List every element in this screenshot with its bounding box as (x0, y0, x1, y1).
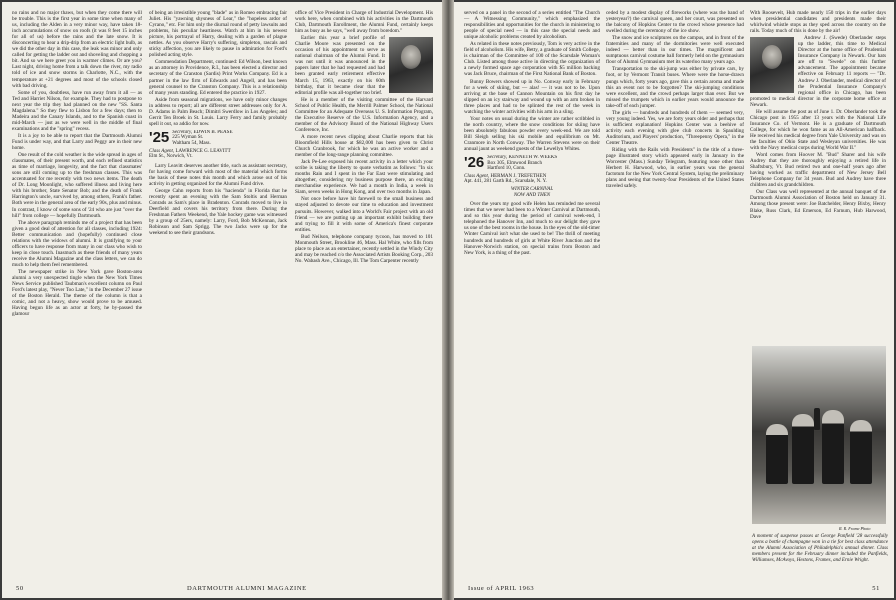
paragraph: The above paragraph reminds me of a project that has been given a good deal of attention for all classes, including 1924: Better communication and (hopefully) continued close relations with the widows of alumni. It is gratifying to your officers to have response from many in our class who wish to keep in close touch. Inasmuch as these friends of many years receive the Alumni Magazine and the class letters, we can do much to help them feel remembered. (12, 219, 142, 268)
paragraph: Riding with the Rails with Presidents" in the title of a three-page illustrated story which appeared early in January in the Worcester (Mass.) Sunday Telegram, featuring none other than Herbert H. Harwood, who, in earlier years was the general factotum for the New York Central System, laying the preliminary plans and seeing that twenty-four Presidents of the United States traveled safely. (606, 147, 744, 190)
agent-name: HERMAN J. TREFETHEN (490, 173, 547, 179)
paragraph: He is a member of the visiting committee of the Harvard School of Public Health, the Merrill Palmer School, the National Committee for an Adequate Overseas U. S. Information Program, the Executive Reserve of the U.S. Information Agency, and a member of the Advisory Board of the National Highway Users Conference, Inc. (295, 96, 433, 133)
paragraph: Earlier this year a brief profile of Charlie Moore was presented on the occasion of his appointment to serve as national chairman of the Alumni Fund. It was not until it was announced in the papers later that he had requested and had been granted early retirement effective March 15, 1963, exactly on his 60th birthday, that it became clear that the editorial profile was all-together too brief. (295, 35, 385, 96)
page-number-right: 51 (872, 585, 880, 592)
secretary-info (464, 155, 600, 172)
section-heading (464, 187, 600, 198)
paragraph: Aside from seasonal migrations, we have only minor changes in address to report; all are different street addresses only for A. D. Adams in Palm Beach; Dimitri Swerdlow in Los Angeles; and Gerrit Ten Broek in St. Louis. Larry Ferry and family probably spell it out, so addio for now. (149, 96, 287, 127)
paragraph: The girls — hundreds and hundreds of them — seemed very, very young indeed. Yes, we are forty years older and perhaps that is sufficient explanation! Hopkins Center was a beehive of activity each evening with glee club concerts in Spaulding Auditorium, and Players' production, "Threepenny Opera," in the Center Theatre. (606, 109, 744, 146)
photo-credit: R. R. Frame Photo (839, 526, 871, 531)
paragraph: no rains and no major thaws, but when they come there will be trouble. This is the first year in some time when many of us, including the Alden in a very minor way, have taken 18-inch accumulations of snow on roofs (it was 8 feet 15 inches for all of us) before the rains and the late snow. It is disconcerting to hear a drip-drip from an electric light bulb, as we did the other day in this case, the leak was minor and only called for getting the ladder out and shoveling and chopping a bit. And so we here greet you in warmer climes. Or are you? Last night, driving home from a talk down the river, my radio told of ice and snow storms in Charlotte, N.C., with the temperature at +21 degrees and most of the schools closed with bad driving. (12, 10, 142, 89)
paragraph: Larry Leavitt deserves another title, such as assistant secretary, for having come forward with most of the material which forms the basis of these notes this month and which arose out of his activity in getting organized for the Alumni Fund drive. (149, 162, 287, 187)
secretary-info (149, 130, 287, 147)
heading-line: NOW AND THEN (513, 192, 551, 198)
paragraph: Andrew J. (Swede) Oberlander steps up the ladder, this time to Medical Director at the home office of Prudential Insurance Company in Newark. Our hats are off to "Swede" on this further advancement. The appointment became effective on February 11 reports — "Dr. Andrew J. Oberlander, medical director of the Prudential Insurance Company's regional office in Chicago, has been promoted to medical director in the corporate home office at Newark. (750, 35, 886, 108)
class-agent-info (464, 174, 600, 185)
champagne-photo (752, 346, 886, 524)
paragraph: As related in these notes previously, Tom is very active in the field of alcoholism. His wife, Betty, a graduate of Smith College, is chairman of the Committee of 100 of the Scarsdale Woman's Club. Listed among those active in directing the organization of a newly formed space age corporation with $5 million backing was Jack Bruce, chairman of the First National Bank of Boston. (464, 41, 600, 78)
secretary-label: Secretary, (487, 155, 508, 161)
issue-date-footer: Issue of APRIL 1963 (468, 585, 535, 592)
agent-label: Class Agent, (149, 148, 175, 154)
paragraph: Over the years my good wife Helen has reminded me several times that we never had been to a Winter Carnival at Dartmouth, and so this year during the period of carnival week-end, I telephoned the Hanover Inn, and much to our delight they gave us one of the best rooms in the house. In the eyes of the old-timer Winter Carnival isn't what she used to be! The thrill of meeting hundreds and hundreds of girls at White River Junction and the Hanover-Norwich station, on special trains from Boston and New York, is a thing of the past. (464, 201, 600, 256)
paragraph: Bunny Bowers showed up in No. Conway early in February for a week of skiing, but — alas! — it was not to be. Upon arriving at the base of Cannon Mountain on his first day he slipped on an icy stairway and wound up with an arm broken in three places and had to be splinted the rest of the week in watching the winter activities with his arm in a sling. (464, 78, 600, 115)
left-column-3 (295, 10, 433, 585)
left-column-1 (12, 10, 142, 318)
paragraph: It is a joy to be able to report that the Dartmouth Alumni Fund is under way, and that Larry and Peggy are in their new home. (12, 132, 142, 152)
paragraph: One result of the cold weather is the wide spread in ages of classmates, of their present worth, and each refined statistics as time of marriage, longevity, and the fact that classmates' sons are still coming up to the freshman classes. This was accentuated for me recently with two news items. The death of Dr. Long Moonlight, who suffered illness and living here with his brother, State Senator Bob; and the death of Frank Harrington's uncle, survived by, among others, Frank's father. Both were in the general area of the early 90s, plus and minus. In contrast, I know of some sons of '24 who are just "over the hill" from college — hopefully Dartmouth. (12, 152, 142, 219)
paragraph: Commendation Department, continued: Ed Wilson, best known as an attorney in Providence, R.I., has been elected a director and secretary of the Cranston (Sardis) Print Works Company. Ed is a partner in the law firm of Edwards and Angell, and has been general counsel to the Cranston Company. This is a relationship of many years standing. Ed entered the practice in 1927. (149, 59, 287, 96)
paragraph: He will assume the post as of June 1. Dr. Oberlander took the Chicago post in 1955 after 13 years with the National Life Insurance Co. of Vermont. He is a graduate of Dartmouth College, for which he won fame as an All-American halfback. He received his medical degree from Yale University and was on the faculties of Ohio State and Wesleyan universities. He was with the Navy medical corps during World War II." (750, 108, 886, 152)
agent-address: Apt. 441, 281 Garth Rd., Scarsdale, N. Y. (464, 179, 547, 185)
paragraph: Some of you, doubtless, have run away from it all — as Ted and Harriet Nilson, for example. They had to postpone to next year the trip they had planned on the new "SS. Santa Magdalena." So they flew to Lisbon for a few days; then to Madeira and the Canary Islands, and to the Spanish coast in mid-March — just as we were well in the middle of final examinations and the "spring" recess. (12, 89, 142, 132)
paragraph: George Cahn reports from his "hacienda" in Florida that he recently spent an evening with the Sam Stoltis and Herman Conrads as Sam's place in Bradenton. Conrads moved to live in Deerfield and covers his territory from there. During the Freshman Fathers Weekend, the Yale hockey game was witnessed by a group of 25ers, namely: Larry, Ford, Bob McKennan, Jack Robinson and Sam Sprigg. The two Jacks were up for the weekend to see their grandsons. (149, 188, 287, 237)
book-gutter (442, 0, 454, 600)
left-page (2, 2, 442, 598)
person-figure (850, 420, 872, 484)
person-figure (766, 424, 788, 484)
agent-name: LAWRENCE G. LEAVITT (175, 148, 231, 154)
secretary-name: KENNETH W. WEEKS (508, 155, 558, 161)
secretary-address: 225 Wyman St. (172, 135, 204, 141)
person-figure (822, 410, 844, 484)
right-page (454, 2, 894, 598)
paragraph: Word comes from Hoover M. "Bud" Sharer and his wife Audrey that they are thoroughly enjoying a retired life in Shaftsbury, Vt. Bud retired two and one-half years ago after having worked as traffic department of New Jersey Bell Telephone Company for 34 years. Bud and Audrey have three children and six grandchildren. (750, 152, 886, 189)
paragraph: Your notes on usual during the winter are rather scribbled in the north country, where the snow conditions for skiing have been absolutely fabulous powder every week-end. We are told Bill Sleigh selling his ski mobile and equilibrium on Mt. Cranmore in North Conway. The Warren Stevens were on their annual jaunt as weekend guests of the Lewellyn Whites. (464, 115, 600, 153)
photo-caption: A moment of suspense passes at George Panfield '28 successfully opens a bottle of champagne won in a tie for best class attendance at the Alumni Association of Philadelphia's annual dinner. Class members present for the February dinner included the Panfields, Williamses, McAvoys, Hestons, Frames, and Ernie Wright. (752, 534, 888, 563)
class-year: '25 (149, 129, 170, 146)
paragraph: of being an irresistible young "blade" as in Romeo embracing fair Juliet. His "yawning shysness of Lear," the "hopeless ardor of Cyrano," etc. For him only the diurnal round of petty lawsuits and problems, his peculiar heartiness. Watch at him in his newest picture, his portrayal of Harry, dealing with a garden of plague nettles. As you observe Harry's suffering, simpleton, rascals and sticky affection, you are likely to pause in admiration for Ford's polished acting style. (149, 10, 287, 59)
paragraph: With Roosevelt, Hub made nearly 150 trips in the earlier days when presidential candidates and presidents made their whirlwind whistle stops as they sped across the country on the rails. Today much of this is done by the air! (750, 10, 886, 35)
paragraph: served on a panel in the second of a series entitled "The Church — A Witnessing Community," which emphasized the responsibilities and opportunities for the church in ministering to people of special need — in this case the special needs and unique alcoholic problems created by alcoholism. (464, 10, 600, 41)
secretary-city: Hartford 10, Conn. (487, 166, 526, 172)
portrait-photo (750, 37, 794, 93)
paragraph: office of Vice President in Charge of Industrial Development. His work here, when combined with his activities in the Dartmouth Club, Dartmouth Enrollment, the Alumni Fund, certainly keeps him as busy as he says, "well away from boredom." (295, 10, 433, 35)
agent-label: Class Agent, (464, 173, 490, 179)
paragraph: A more recent news clipping about Charlie reports that his Bloomfield Hills house at $82,000 has been given to Christ Church Cranbrook, for which he was an active worker and a member of the long-range planning committee. (295, 133, 433, 159)
paragraph: The snow and ice sculptures on the campus, and in front of the fraternities and many of the dormitories were well executed indeed — better than in our times. The magnificent and sumptuous carnival costume ball formerly held on the gymnasium floor of Alumni Gymnasium met its waterloo many years ago. (606, 35, 744, 66)
heading-line: WINTER CARNIVAL (510, 187, 554, 193)
agent-address: Elm St., Norwich, Vt. (149, 154, 193, 160)
paragraph: Jack Pe-Lee exposed his recent activity in a letter which your scribe is taking the liberty to quote verbatim as follows: "In six months Rain and I spent in the Far East were stimulating and altogether, considering my business purpose there, an exciting merchandise experience. We had a month in India, a week in Siam, seven weeks in Hong Kong, and over two months in Japan. (295, 159, 433, 196)
paragraph: Our Class was well represented at the annual banquet of the Dartmouth Alumni Association of Boston held on January 31. Among those present were: Joe Batchelder, Henry Bixby, Henry Blake, Russ Clark, Ed Emerson, Ed Farnum, Hub Harwood, Dave (750, 189, 886, 220)
paragraph: Transportation to the ski-jump was either by private cars, by foot, or by Vermont Transit buses. Where were the horse-drawn pungs which, forty years ago, gave this a certain aroma and made this an event not to be forgotten? The ski-jumping conditions were excellent, and the crowd perhaps larger than ever. But we missed the trumpets which in earlier years would announce the take-off of each jumper. (606, 66, 744, 109)
right-column-1 (464, 10, 600, 585)
class-year: '26 (464, 155, 485, 172)
page-number-left: 50 (16, 585, 24, 592)
paragraph: Bud Neilson, telephone company tycoon, has moved to 101 Monmouth Street, Brookline 46, Mass. Hal White, who fills from place to place as an entertainer, recently settled in the Windy City and may be reached c/o the Associated Artists Booking Corp., 203 No. Wabash Ave., Chicago, Ill. The Tom Carpenter recently (295, 233, 433, 264)
champagne-bottle (814, 408, 820, 430)
secretary-label: Secretary, (172, 129, 193, 135)
paragraph: Not once before have hit farewell to the small business and stayed adjusted to devote our time to education and investment pursuits. However, walked into a World's Fair project with an old friend — we are putting up an important exhibit building there and trying to fill it with some of America's finest corporate entities. (295, 196, 433, 233)
portrait-photo (389, 37, 433, 93)
right-column-2 (606, 10, 744, 585)
class-agent-info (149, 149, 287, 160)
paragraph: The newspaper strike in New York gave Boston-area alumni a very unexpected tingle when the New York Times News Service published Taubman's excellent column on Paul Ford's latest play, "Never Too Late," in the December 27 issue of the Boston Herald. The theme of the column is that a comic, and not a heavy, show would prove to be amused. Having begun life as an actor at forty, he by-passed the glamour (12, 268, 142, 318)
class-1926-header (464, 155, 600, 198)
left-column-2 (149, 10, 287, 585)
secretary-address: Box 305, Elmwood Branch (487, 160, 542, 166)
class-1925-header (149, 130, 287, 160)
paragraph: ceded by a modest display of fireworks (where was the band of yesteryear?) the carnival queen, and her court, was presented on the balcony of Hopkins Center to the crowd whose presence had swelled during the ceremony of the ice show. (606, 10, 744, 35)
right-column-3 (750, 10, 886, 350)
magazine-title-footer: DARTMOUTH ALUMNI MAGAZINE (187, 585, 307, 592)
secretary-city: Waltham 54, Mass. (172, 141, 211, 147)
person-figure (792, 414, 814, 484)
secretary-name: EDWIN B. PEASE (193, 129, 233, 135)
